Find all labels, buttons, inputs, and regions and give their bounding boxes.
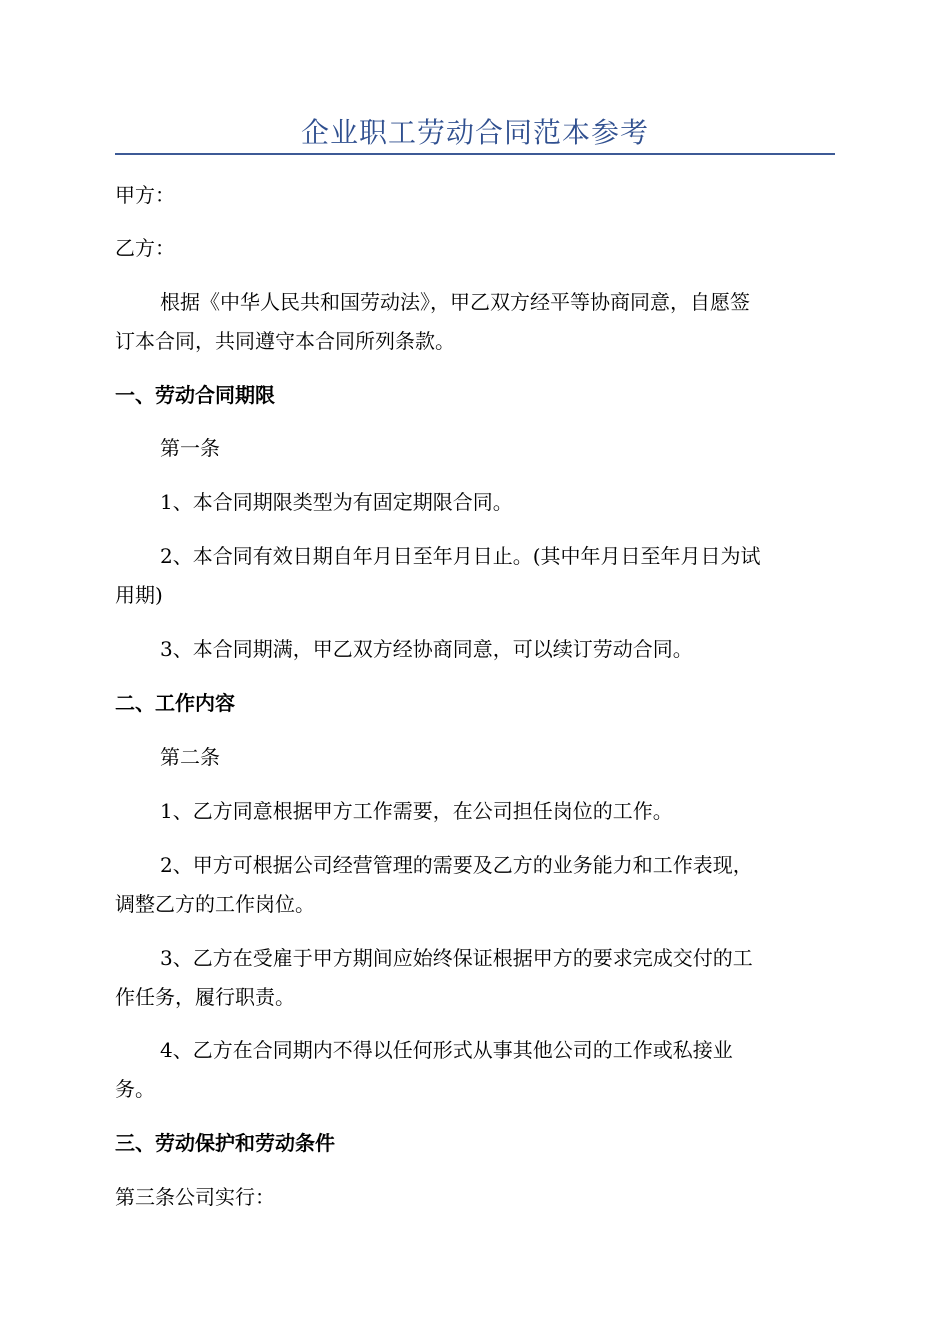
section-2-item-1: 1、乙方同意根据甲方工作需要，在公司担任岗位的工作。 [160,799,673,823]
intro-paragraph-line-2: 订本合同，共同遵守本合同所列条款。 [115,329,455,353]
section-2-item-3-line-1: 3、乙方在受雇于甲方期间应始终保证根据甲方的要求完成交付的工 [160,946,753,970]
section-2-item-4-line-2: 务。 [115,1077,155,1101]
section-2-item-2-line-2: 调整乙方的工作岗位。 [115,892,315,916]
section-1-item-2-line-1: 2、本合同有效日期自年月日至年月日止。(其中年月日至年月日为试 [160,544,761,568]
party-a-label: 甲方： [115,183,175,207]
section-3-article: 第三条公司实行： [115,1185,275,1209]
party-b-label: 乙方： [115,236,175,260]
section-1-item-2-line-2: 用期) [115,583,163,607]
section-1-item-3: 3、本合同期满，甲乙双方经协商同意，可以续订劳动合同。 [160,637,693,661]
section-1-article: 第一条 [160,436,220,460]
section-2-article: 第二条 [160,745,220,769]
section-2-item-2-line-1: 2、甲方可根据公司经营管理的需要及乙方的业务能力和工作表现， [160,853,753,877]
intro-paragraph-line-1: 根据《中华人民共和国劳动法》，甲乙双方经平等协商同意，自愿签 [160,290,750,314]
section-1-item-1: 1、本合同期限类型为有固定期限合同。 [160,490,513,514]
section-1-heading: 一、劳动合同期限 [115,383,275,407]
document-title: 企业职工劳动合同范本参考 [300,116,649,149]
section-2-heading: 二、工作内容 [115,691,235,715]
section-3-heading: 三、劳动保护和劳动条件 [115,1131,335,1155]
section-2-item-3-line-2: 作任务，履行职责。 [115,985,295,1009]
title-underline [115,153,835,155]
section-2-item-4-line-1: 4、乙方在合同期内不得以任何形式从事其他公司的工作或私接业 [160,1038,733,1062]
